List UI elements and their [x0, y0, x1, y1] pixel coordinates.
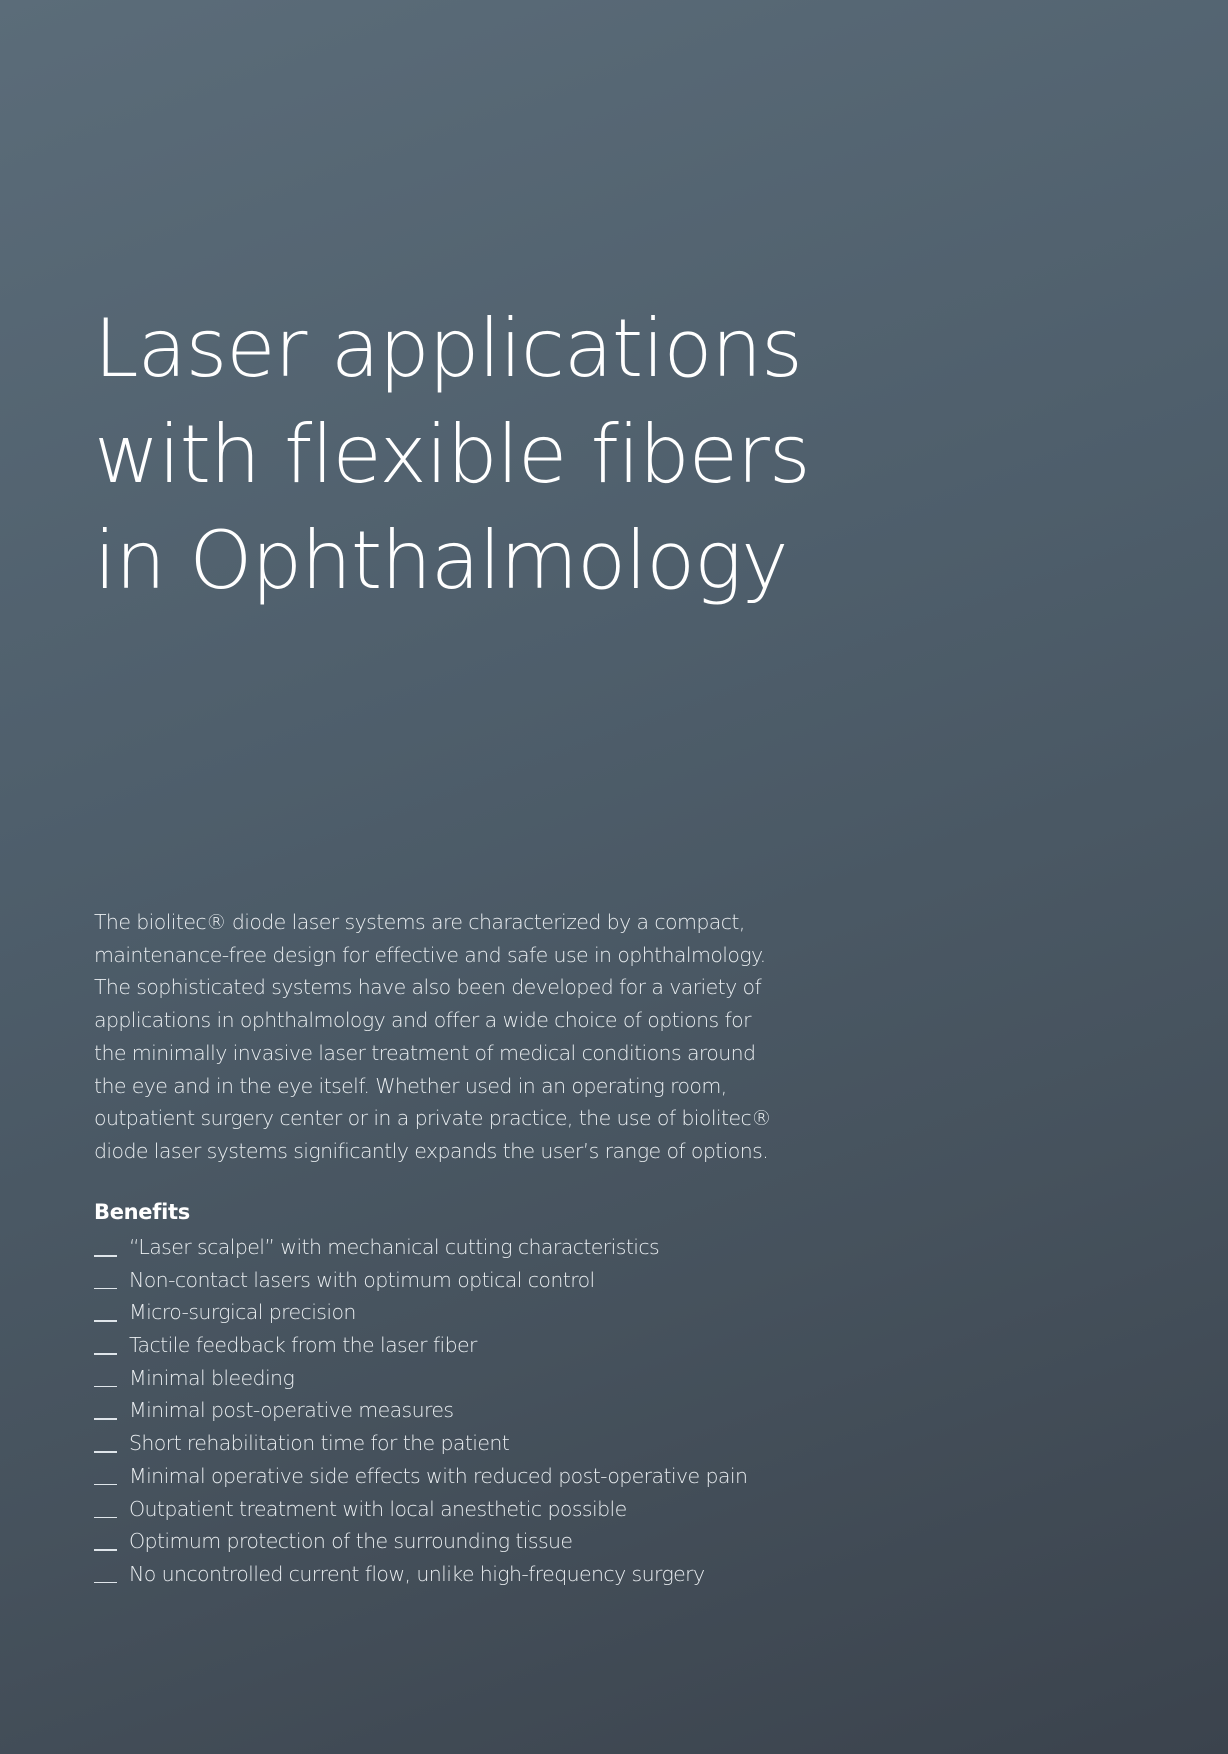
- dash-bullet-icon: [94, 1549, 117, 1551]
- intro-line: outpatient surgery center or in a private practice, the use of biolitec®: [94, 1106, 772, 1131]
- benefit-item: [94, 1427, 854, 1460]
- intro-line: The sophisticated systems have also been developed for a variety of: [94, 975, 762, 1000]
- intro-line: the minimally invasive laser treatment of medical conditions around: [94, 1040, 756, 1065]
- benefit-text: “Laser scalpel” with mechanical cutting characteristics: [129, 1235, 660, 1259]
- dash-bullet-icon: [94, 1484, 117, 1486]
- benefit-text: Tactile feedback from the laser fiber: [129, 1333, 477, 1358]
- dash-bullet-icon: [94, 1320, 117, 1322]
- benefit-item: [94, 1525, 854, 1558]
- benefit-text: Minimal bleeding: [129, 1365, 295, 1390]
- benefit-text: Minimal post-operative measures: [129, 1398, 454, 1423]
- dash-bullet-icon: [94, 1288, 117, 1290]
- benefit-item: [94, 1558, 854, 1591]
- intro-line: diode laser systems significantly expands the user’s range of options.: [94, 1138, 769, 1163]
- benefit-item: [94, 1394, 854, 1427]
- benefit-item: [94, 1296, 854, 1329]
- title-line: in Ophthalmology: [94, 514, 788, 607]
- dash-bullet-icon: [94, 1582, 117, 1584]
- dash-bullet-icon: [94, 1418, 117, 1420]
- dash-bullet-icon: [94, 1255, 117, 1257]
- benefits-heading: Benefits: [94, 1200, 190, 1224]
- benefit-item: [94, 1493, 854, 1526]
- benefit-item: [94, 1231, 854, 1264]
- title-line: with flexible fibers: [94, 408, 810, 501]
- dash-bullet-icon: [94, 1353, 117, 1355]
- benefit-item: [94, 1362, 854, 1395]
- title-line: Laser applications: [94, 302, 802, 395]
- benefits-list: [94, 1231, 854, 1591]
- benefit-text: No uncontrolled current flow, unlike high-frequency surgery: [129, 1561, 705, 1586]
- benefit-item: [94, 1329, 854, 1362]
- dash-bullet-icon: [94, 1451, 117, 1453]
- intro-line: the eye and in the eye itself. Whether used in an operating room,: [94, 1073, 727, 1098]
- benefit-item: [94, 1264, 854, 1297]
- intro-paragraph: [94, 906, 834, 1168]
- page-title: [94, 296, 994, 614]
- benefit-text: Non-contact lasers with optimum optical control: [129, 1267, 595, 1292]
- benefit-text: Optimum protection of the surrounding tissue: [129, 1529, 573, 1554]
- dash-bullet-icon: [94, 1386, 117, 1388]
- benefit-text: Short rehabilitation time for the patient: [129, 1431, 510, 1456]
- benefit-text: Outpatient treatment with local anesthetic possible: [129, 1496, 627, 1521]
- benefit-item: [94, 1460, 854, 1493]
- intro-line: applications in ophthalmology and offer a wide choice of options for: [94, 1008, 751, 1033]
- dash-bullet-icon: [94, 1517, 117, 1519]
- intro-line: The biolitec® diode laser systems are characterized by a compact,: [94, 910, 745, 934]
- benefit-text: Minimal operative side effects with reduced post-operative pain: [129, 1463, 748, 1488]
- intro-line: maintenance-free design for effective and safe use in ophthalmology.: [94, 942, 766, 967]
- benefit-text: Micro-surgical precision: [129, 1300, 356, 1325]
